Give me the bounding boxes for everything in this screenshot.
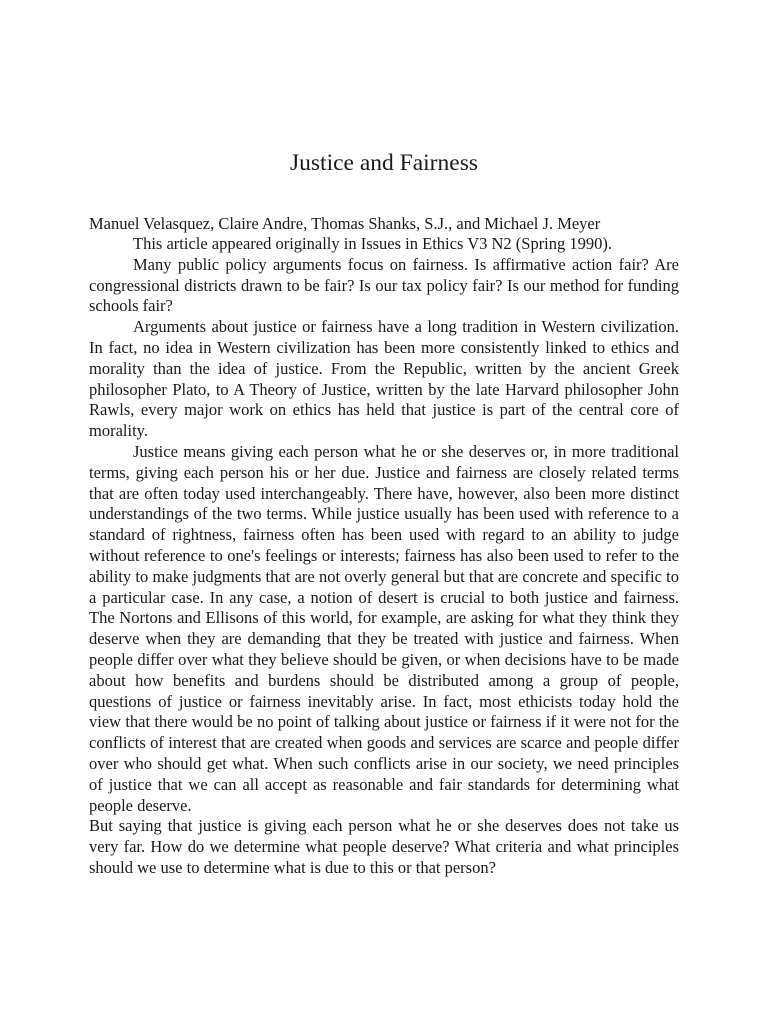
article-body xyxy=(89,234,679,879)
paragraph-fairness-questions: Many public policy arguments focus on fairness. Is affirmative action fair? Are congressional districts drawn to be fair? Is our tax policy fair? Is our method for funding schools fair? xyxy=(89,254,679,316)
paragraph-justice-meaning: Justice means giving each person what he or she deserves or, in more traditional terms, giving each person his or her due. Justice and fairness are closely related terms that are often today used interchangeably. There have, however, also been more distinct understandings of the two terms. While justice usually has been used with reference to a standard of rightness, fairness often has been used with regard to an ability to judge without reference to one's feelings or interests; fairness has also been used to refer to the ability to make judgments that are not overly general but that are concrete and specific to a particular case. In any case, a notion of desert is crucial to both justice and fairness. The Nortons and Ellisons of this world, for example, are asking for what they think they deserve when they are demanding that they be treated with justice and fairness. When people differ over what they believe should be given, or when decisions have to be made about how benefits and burdens should be distributed among a group of people, questions of justice or fairness inevitably arise. In fact, most ethicists today hold the view that there would be no point of talking about justice or fairness if it were not for the conflicts of interest that are created when goods and services are scarce and people differ over who should get what. When such conflicts arise in our society, we need principles of justice that we can all accept as reasonable and fair standards for determining what people deserve. xyxy=(89,441,679,815)
authors-line: Manuel Velasquez, Claire Andre, Thomas Shanks, S.J., and Michael J. Meyer xyxy=(89,214,601,233)
paragraph-tradition: Arguments about justice or fairness have a long tradition in Western civilization. In fact, no idea in Western civilization has been more consistently linked to ethics and morality than the idea of justice. From the Republic, written by the ancient Greek philosopher Plato, to A Theory of Justice, written by the late Harvard philosopher John Rawls, every major work on ethics has held that justice is part of the central core of morality. xyxy=(89,317,679,441)
paragraph-criteria: But saying that justice is giving each person what he or she deserves does not take us very far. How do we determine what people deserve? What criteria and what principles should we use to determine what is due to this or that person? xyxy=(89,816,679,877)
paragraph-source-note: This article appeared originally in Issues in Ethics V3 N2 (Spring 1990). xyxy=(133,234,613,253)
document-title: Justice and Fairness xyxy=(290,150,478,176)
